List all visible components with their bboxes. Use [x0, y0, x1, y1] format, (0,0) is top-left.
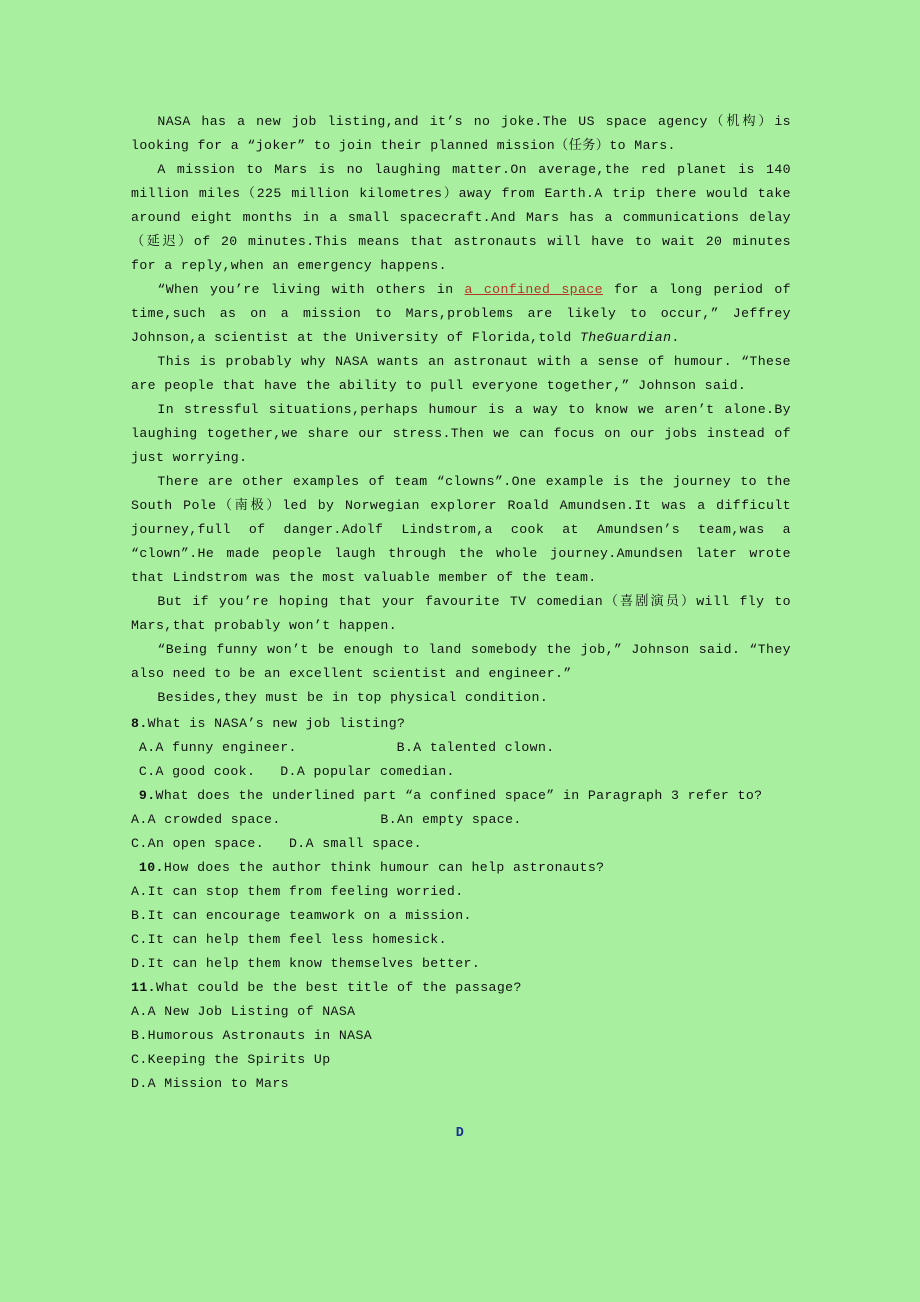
question-option-line[interactable]: A.A crowded space. B.An empty space.	[131, 812, 522, 827]
question-option-line[interactable]: A.A New Job Listing of NASA	[131, 1004, 356, 1019]
question-list	[131, 712, 791, 1096]
question-item	[131, 784, 791, 856]
question-number: 10.	[138, 860, 164, 875]
question-stem-line	[131, 976, 791, 1000]
question-option-line[interactable]: D.A Mission to Mars	[131, 1076, 289, 1091]
paragraph-2: A mission to Mars is no laughing matter.On average,the red planet is 140 million miles（225 million kilometres）away from Earth.A trip there would take around eight months in a small spacecraft.And Mars has a communications delay（延迟）of 20 minutes.This means that astronauts will have to wait 20 minutes for a reply,when an emergency happens.	[131, 162, 791, 273]
question-number: 11.	[131, 980, 156, 995]
paragraph-1: NASA has a new job listing,and it’s no joke.The US space agency（机构）is looking for a “joker” to join their planned mission（任务）to Mars.	[131, 114, 791, 153]
question-stem-line	[131, 784, 791, 808]
question-option-line[interactable]: C.It can help them feel less homesick.	[131, 932, 447, 947]
question-option-line[interactable]: B.Humorous Astronauts in NASA	[131, 1028, 373, 1043]
quote-after-2: .	[671, 330, 680, 345]
paragraph-6: There are other examples of team “clowns”.One example is the journey to the South Pole（南极）led by Norwegian explorer Roald Amundsen.It was a difficult journey,full of danger.Adolf Lindstrom,a cook at Amundsen’s team,was a “clown”.He made people laugh through the whole journey.Amundsen later wrote that Lindstrom was the most valuable member of the team.	[131, 474, 791, 585]
paragraph-9: Besides,they must be in top physical condition.	[157, 690, 549, 705]
paragraph-7: But if you’re hoping that your favourite TV comedian（喜剧演员）will fly to Mars,that probably won’t happen.	[131, 594, 791, 633]
question-option-line[interactable]: A.It can stop them from feeling worried.	[131, 884, 464, 899]
paragraph-8: “Being funny won’t be enough to land somebody the job,” Johnson said. “They also need to be an excellent scientist and engineer.”	[131, 642, 791, 681]
question-option-line[interactable]: D.It can help them know themselves better.	[131, 956, 481, 971]
question-item	[131, 856, 791, 976]
question-number: 9.	[138, 788, 156, 803]
question-option-line[interactable]: C.An open space. D.A small space.	[131, 836, 422, 851]
underlined-phrase: a confined space	[464, 282, 603, 297]
paragraph-3-quote	[131, 278, 791, 350]
question-stem: What is NASA’s new job listing?	[147, 716, 406, 731]
question-option-line[interactable]: C.Keeping the Spirits Up	[131, 1052, 331, 1067]
quote-before: “When you’re living with others in	[157, 282, 465, 297]
question-item	[131, 976, 791, 1096]
question-stem-line	[131, 712, 791, 736]
paragraph-5: In stressful situations,perhaps humour is a way to know we aren’t alone.By laughing together,we share our stress.Then we can focus on our jobs instead of just worrying.	[131, 402, 791, 465]
question-item	[131, 712, 791, 784]
question-option-line[interactable]: C.A good cook. D.A popular comedian.	[138, 764, 455, 779]
publication-name: TheGuardian	[579, 330, 672, 345]
question-stem: How does the author think humour can help astronauts?	[163, 860, 605, 875]
question-option-line[interactable]: A.A funny engineer. B.A talented clown.	[138, 740, 555, 755]
paragraph-4: This is probably why NASA wants an astronaut with a sense of humour. “These are people that have the ability to pull everyone together,” Johnson said.	[131, 354, 791, 393]
quote-after-1: for a long period of time,such as on a mission to Mars,problems are likely to occur,” Jeffrey Johnson,a scientist at the University of Florida,told	[131, 282, 791, 345]
page-footer-mark: D	[455, 1126, 465, 1141]
question-stem: What could be the best title of the passage?	[155, 980, 522, 995]
question-stem-line	[131, 856, 791, 880]
question-option-line[interactable]: B.It can encourage teamwork on a mission.	[131, 908, 472, 923]
document-body	[131, 110, 791, 1096]
question-stem: What does the underlined part “a confined space” in Paragraph 3 refer to?	[155, 788, 763, 803]
question-number: 8.	[131, 716, 148, 731]
